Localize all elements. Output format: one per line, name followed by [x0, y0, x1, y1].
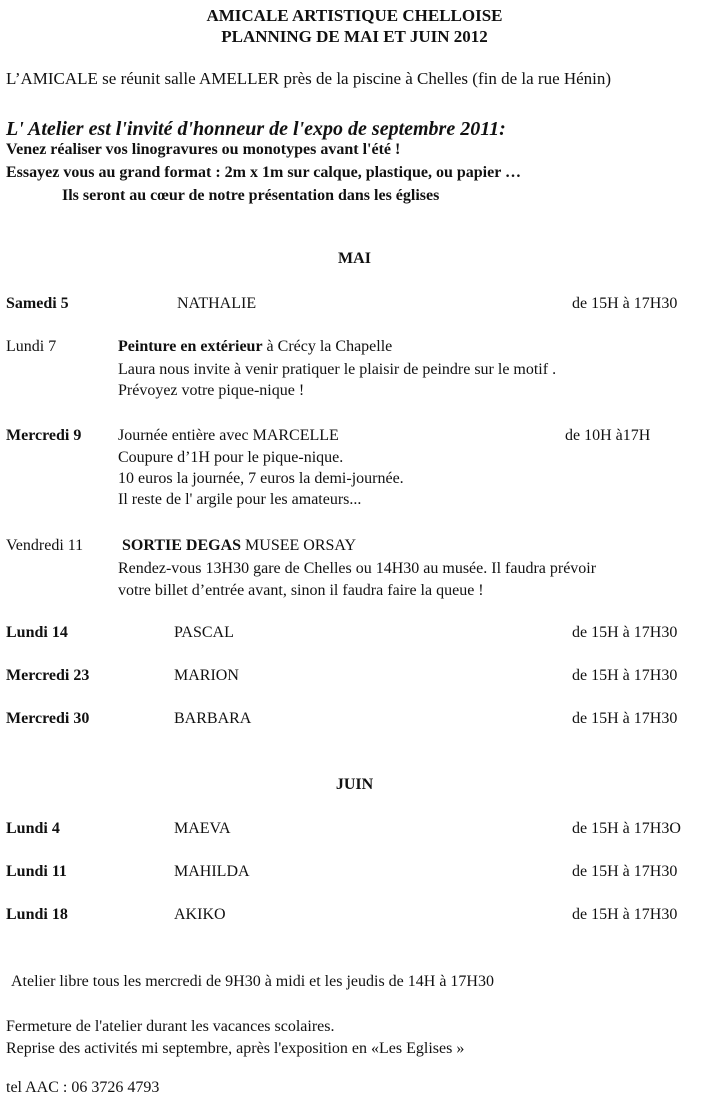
schedule-day: Vendredi 11	[6, 537, 84, 554]
schedule-time: de 15H à 17H30	[572, 863, 678, 880]
announcement-line: Venez réaliser vos linogravures ou monotypes avant l'été !	[6, 141, 401, 158]
document-title: AMICALE ARTISTIQUE CHELLOISE	[206, 6, 503, 25]
event-title-bold: Peinture en extérieur	[118, 338, 263, 355]
closure-note: Fermeture de l'atelier durant les vacances scolaires.	[6, 1018, 335, 1035]
schedule-row	[0, 667, 709, 691]
schedule-row	[0, 906, 709, 930]
announcement-line: Essayez vous au grand format : 2m x 1m sur calque, plastique, ou papier …	[6, 164, 521, 181]
schedule-row	[0, 624, 709, 648]
event-title: Journée entière avec MARCELLE	[118, 427, 339, 444]
schedule-day: Lundi 18	[6, 906, 68, 923]
schedule-time: de 15H à 17H30	[572, 710, 678, 727]
announcement-line: Ils seront au cœur de notre présentation dans les églises	[62, 187, 440, 204]
schedule-host: MARION	[174, 667, 239, 684]
schedule-day: Lundi 4	[6, 820, 60, 837]
event-title	[122, 537, 356, 555]
schedule-time: de 15H à 17H30	[572, 667, 678, 684]
event-title-rest: MUSEE ORSAY	[241, 537, 357, 554]
event-title-rest: à Crécy la Chapelle	[262, 338, 393, 355]
schedule-day: Mercredi 9	[6, 427, 82, 444]
schedule-host: PASCAL	[174, 624, 234, 641]
event-title	[118, 338, 392, 356]
schedule-day: Samedi 5	[6, 295, 69, 312]
event-detail: Laura nous invite à venir pratiquer le plaisir de peindre sur le motif .	[118, 361, 557, 378]
schedule-host: MAHILDA	[174, 863, 250, 880]
document-subtitle: PLANNING DE MAI ET JUIN 2012	[221, 27, 488, 46]
schedule-host: BARBARA	[174, 710, 252, 727]
schedule-row	[0, 863, 709, 887]
schedule-day: Lundi 11	[6, 863, 67, 880]
schedule-day: Lundi 14	[6, 624, 68, 641]
event-detail: votre billet d’entrée avant, sinon il faudra faire la queue !	[118, 582, 484, 599]
schedule-row	[0, 295, 709, 319]
schedule-time: de 10H à17H	[565, 427, 651, 444]
event-title-bold: SORTIE DEGAS	[122, 537, 242, 554]
schedule-time: de 15H à 17H30	[572, 624, 678, 641]
intro-text: L’AMICALE se réunit salle AMELLER près de la piscine à Chelles (fin de la rue Hénin)	[6, 69, 612, 88]
schedule-time: de 15H à 17H30	[572, 906, 678, 923]
schedule-day: Mercredi 23	[6, 667, 90, 684]
event-detail: Prévoyez votre pique-nique !	[118, 382, 305, 399]
schedule-day: Mercredi 30	[6, 710, 90, 727]
schedule-host: AKIKO	[174, 906, 226, 923]
event-detail: 10 euros la journée, 7 euros la demi-journée.	[118, 470, 404, 487]
phone-number: tel AAC : 06 3726 4793	[6, 1079, 160, 1096]
resume-note: Reprise des activités mi septembre, après l'exposition en «Les Eglises »	[6, 1040, 465, 1057]
schedule-row	[0, 710, 709, 734]
event-detail: Il reste de l' argile pour les amateurs...	[118, 491, 362, 508]
schedule-day: Lundi 7	[6, 338, 57, 355]
atelier-libre-note: Atelier libre tous les mercredi de 9H30 à midi et les jeudis de 14H à 17H30	[11, 973, 494, 990]
event-detail: Rendez-vous 13H30 gare de Chelles ou 14H30 au musée. Il faudra prévoir	[118, 560, 597, 577]
section-heading-juin: JUIN	[335, 776, 374, 793]
section-heading-mai: MAI	[338, 250, 371, 267]
announcement-headline: L' Atelier est l'invité d'honneur de l'expo de septembre 2011:	[6, 118, 506, 140]
schedule-time: de 15H à 17H30	[572, 295, 678, 312]
event-detail: Coupure d’1H pour le pique-nique.	[118, 449, 344, 466]
schedule-host: NATHALIE	[177, 295, 257, 312]
schedule-host: MAEVA	[174, 820, 231, 837]
schedule-row	[0, 820, 709, 844]
schedule-time: de 15H à 17H3O	[572, 820, 681, 837]
